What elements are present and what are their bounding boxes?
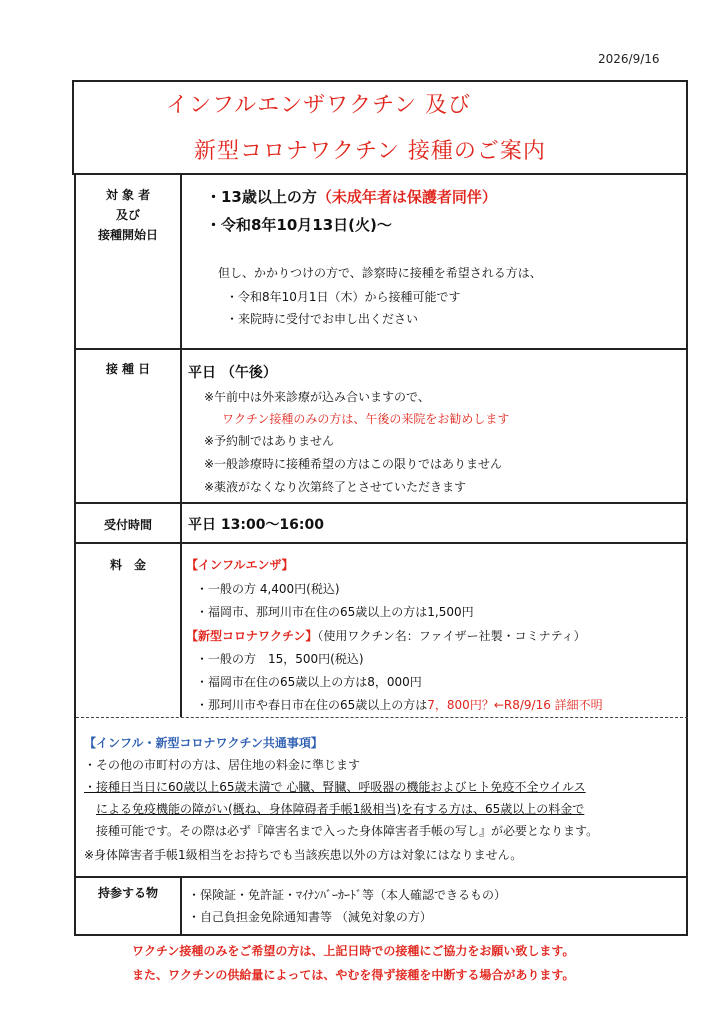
target-label-3: 接種開始日 [97,228,158,242]
target-note: ・来院時に受付でお申し出ください [226,312,419,326]
title-line-2: 新型コロナワクチン 接種のご案内 [194,139,546,164]
day-note: ※予約制ではありません [204,434,335,448]
fee-line-red: 7，800円？←R8/9/16 詳細不明 [427,698,603,712]
label-column-divider-bottom [180,876,182,936]
fee-covid-heading: 【新型コロナワクチン】 [186,629,318,643]
document-date: 2026/9/16 [598,52,660,66]
target-note: 但し、かかりつけの方で、診察時に接種を希望される方は、 [218,266,542,280]
bring-label: 持参する物 [97,886,158,900]
day-note: ※午前中は外来診療が込み合いますので、 [204,390,430,404]
table-right-border [686,175,688,880]
fee-flu-heading: 【インフルエンザ】 [186,558,294,572]
target-age-note: （未成年者は保護者同伴） [316,188,497,206]
target-note: ・令和8年10月1日（木）から接種可能です [226,290,461,304]
common-line: 接種可能です。その際は必ず『障害名まで入った身体障害者手帳の写し』が必要となります。 [96,824,599,838]
day-note-red: ワクチン接種のみの方は、午後の来院をお勧めします [222,412,510,426]
reception-label: 受付時間 [103,518,152,532]
row-divider [74,502,688,504]
fee-line: ・福岡市、那珂川市在住の65歳以上の方は1,500円 [196,605,474,619]
common-line: ※身体障害者手帳1級相当をお持ちでも当該疾患以外の方は対象にはなりません。 [84,848,523,862]
fee-line: ・一般の方 15，500円(税込) [196,652,364,666]
fee-line: ・福岡市在住の65歳以上の方は8，000円 [196,675,422,689]
common-line: による免疫機能の障がい(概ね、身体障碍者手帳1級相当)を有する方は、65歳以上の料金で [96,802,585,816]
fee-line-row [196,696,603,713]
footer-line: ワクチン接種のみをご希望の方は、上記日時での接種にご協力をお願い致します。 [132,944,575,958]
day-note: ※薬液がなくなり次第終了とさせていただきます [204,480,467,494]
reception-value: 平日 13:00～16:00 [188,517,325,533]
fee-line: ・那珂川市や春日市在住の65歳以上の方は [196,698,428,712]
fee-line: ・一般の方 4,400円(税込) [196,582,340,596]
bring-item: ・保険証・免許証・ﾏｲﾅﾝﾊﾞｰｶｰﾄﾞ等（本人確認できるもの） [188,888,507,902]
bring-item: ・自己負担金免除通知書等 （減免対象の方） [188,910,432,924]
common-line: ・その他の市町村の方は、居住地の料金に準じます [84,758,361,772]
title-box [72,80,688,175]
row-divider [74,542,688,544]
fee-label: 料 金 [109,558,146,572]
day-label: 接 種 日 [105,362,151,376]
target-start: ・令和8年10月13日(火)～ [206,216,392,234]
day-heading: 平日 （午後） [188,365,277,381]
row-divider [74,348,688,350]
title-line-1: インフルエンザワクチン 及び [166,93,472,118]
fee-covid-heading-row [186,627,586,644]
day-note: ※一般診療時に接種希望の方はこの限りではありません [204,457,503,471]
bring-right-border [686,876,688,936]
footer-line: また、ワクチンの供給量によっては、やむを得ず接種を中断する場合があります。 [132,968,575,982]
target-label-2: 及び [115,208,140,222]
row-divider [74,876,688,878]
row-divider [74,934,688,936]
dashed-divider [76,717,688,718]
target-age [206,186,497,207]
common-line: ・接種日当日に60歳以上65歳未満で 心臓、腎臓、呼吸器の機能およびヒト免疫不全ウイルス [84,780,586,794]
target-age-text: ・13歳以上の方 [206,188,317,206]
target-label: 対 象 者 [105,188,151,202]
label-column-divider [180,175,182,717]
common-heading: 【インフル・新型コロナワクチン共通事項】 [84,736,323,750]
fee-covid-vaccine: （使用ワクチン名：ファイザー社製・コミナティ） [317,629,586,643]
